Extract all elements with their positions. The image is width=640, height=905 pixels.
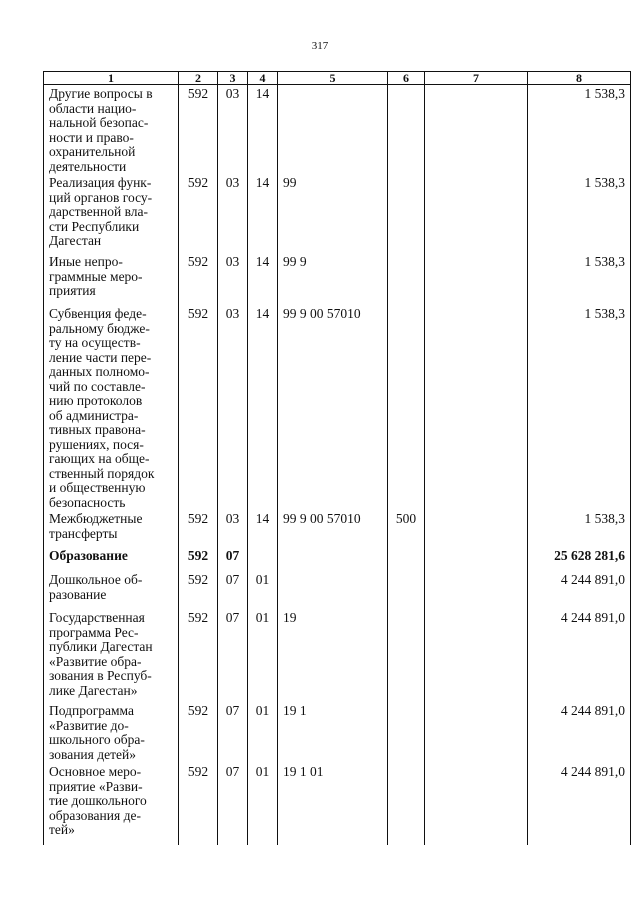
- item-name-line: зования детей»: [49, 746, 136, 762]
- expense-type-cell: 500: [388, 510, 425, 547]
- item-name-cell: [44, 174, 179, 253]
- subsection-code-cell: 14: [248, 305, 278, 510]
- item-name-line: образования де-: [49, 807, 141, 823]
- subsection-code-cell: 14: [248, 253, 278, 305]
- section-code-cell: 07: [218, 547, 248, 571]
- item-name-line: рушениях, пося-: [49, 436, 144, 452]
- item-name-line: Субвенция феде-: [49, 306, 147, 321]
- column-7-cell: [425, 763, 528, 845]
- column-header: 2: [179, 72, 218, 85]
- subsection-code-cell: 01: [248, 702, 278, 763]
- item-name-line: тие дошкольного: [49, 793, 147, 808]
- item-name-cell: [44, 305, 179, 510]
- column-7-cell: [425, 510, 528, 547]
- table-row: [44, 174, 631, 253]
- item-name-line: области нацио-: [49, 100, 137, 116]
- column-7-cell: [425, 305, 528, 510]
- item-name-cell: [44, 702, 179, 763]
- amount-cell: 1 538,3: [528, 174, 631, 253]
- item-name-line: нальной безопас-: [49, 115, 149, 130]
- item-name-line: об администра-: [49, 407, 139, 423]
- target-article-cell: [278, 85, 388, 175]
- item-name-line: «Развитие обра-: [49, 653, 142, 669]
- table-row: [44, 305, 631, 510]
- item-name-line: чий по составле-: [49, 378, 146, 394]
- table-body: [44, 85, 631, 846]
- column-7-cell: [425, 174, 528, 253]
- expense-type-cell: [388, 702, 425, 763]
- item-name-line: ности и право-: [49, 129, 134, 145]
- amount-cell: 4 244 891,0: [528, 571, 631, 609]
- table-row: [44, 85, 631, 175]
- table-row: [44, 609, 631, 702]
- amount-cell: 1 538,3: [528, 85, 631, 175]
- item-name-line: дарственной вла-: [49, 204, 149, 219]
- item-name-line: сти Республики: [49, 218, 140, 234]
- target-article-cell: 99 9 00 57010: [278, 510, 388, 547]
- column-header: 3: [218, 72, 248, 85]
- subsection-code-cell: 14: [248, 174, 278, 253]
- item-name-line: лике Дагестан»: [49, 682, 138, 698]
- item-name-line: приятия: [49, 283, 96, 298]
- chapter-code-cell: 592: [179, 253, 218, 305]
- item-name-line: ту на осуществ-: [49, 335, 141, 350]
- item-name-line: ственный порядок: [49, 465, 155, 481]
- section-code-cell: 03: [218, 85, 248, 175]
- table-row: [44, 571, 631, 609]
- target-article-cell: [278, 571, 388, 609]
- chapter-code-cell: 592: [179, 174, 218, 253]
- expense-type-cell: [388, 174, 425, 253]
- section-code-cell: 07: [218, 571, 248, 609]
- chapter-code-cell: 592: [179, 702, 218, 763]
- table-row: [44, 702, 631, 763]
- item-name-cell: [44, 609, 179, 702]
- chapter-code-cell: 592: [179, 571, 218, 609]
- item-name-line: Межбюджетные: [49, 511, 143, 526]
- expense-type-cell: [388, 253, 425, 305]
- section-code-cell: 03: [218, 510, 248, 547]
- item-name-cell: [44, 571, 179, 609]
- chapter-code-cell: 592: [179, 85, 218, 175]
- item-name-cell: [44, 763, 179, 845]
- item-name-line: Иные непро-: [49, 254, 123, 269]
- item-name-line: публики Дагестан: [49, 639, 153, 654]
- amount-cell: 1 538,3: [528, 510, 631, 547]
- item-name-line: безопасность: [49, 494, 126, 510]
- column-header: 7: [425, 72, 528, 85]
- item-name-line: охранительной: [49, 144, 136, 159]
- column-header: 1: [44, 72, 179, 85]
- item-name-line: Основное меро-: [49, 764, 142, 779]
- chapter-code-cell: 592: [179, 305, 218, 510]
- item-name-line: ление части пере-: [49, 349, 152, 365]
- item-name-line: гающих на обще-: [49, 451, 150, 466]
- column-7-cell: [425, 253, 528, 305]
- amount-cell: 4 244 891,0: [528, 763, 631, 845]
- item-name-line: тей»: [49, 822, 75, 837]
- column-7-cell: [425, 702, 528, 763]
- item-name-cell: [44, 547, 179, 571]
- item-name-line: данных полномо-: [49, 364, 150, 379]
- expense-type-cell: [388, 571, 425, 609]
- target-article-cell: 19: [278, 609, 388, 702]
- subsection-code-cell: 01: [248, 609, 278, 702]
- amount-cell: 4 244 891,0: [528, 609, 631, 702]
- budget-table: [43, 71, 631, 845]
- item-name-line: Дагестан: [49, 233, 102, 248]
- target-article-cell: 19 1: [278, 702, 388, 763]
- item-name-line: «Развитие до-: [49, 717, 129, 733]
- item-name-line: нию протоколов: [49, 393, 143, 408]
- amount-cell: 4 244 891,0: [528, 702, 631, 763]
- item-name-line: школьного обра-: [49, 732, 145, 747]
- section-code-cell: 07: [218, 763, 248, 845]
- item-name-line: Реализация функ-: [49, 175, 152, 190]
- table-row: [44, 547, 631, 571]
- subsection-code-cell: 01: [248, 571, 278, 609]
- amount-cell: 1 538,3: [528, 253, 631, 305]
- item-name-line: граммные меро-: [49, 268, 143, 284]
- amount-cell: 1 538,3: [528, 305, 631, 510]
- column-7-cell: [425, 571, 528, 609]
- table-row: [44, 253, 631, 305]
- target-article-cell: 19 1 01: [278, 763, 388, 845]
- table-row: [44, 510, 631, 547]
- subsection-code-cell: [248, 547, 278, 571]
- item-name-line: ральному бюдже-: [49, 320, 150, 336]
- column-header: 8: [528, 72, 631, 85]
- item-name-cell: [44, 253, 179, 305]
- item-name-line: Дошкольное об-: [49, 572, 143, 587]
- expense-type-cell: [388, 85, 425, 175]
- item-name-line: зования в Респуб-: [49, 668, 152, 683]
- chapter-code-cell: 592: [179, 609, 218, 702]
- table-row: [44, 763, 631, 845]
- item-name-line: Образование: [49, 548, 128, 563]
- amount-cell: 25 628 281,6: [528, 547, 631, 571]
- expense-type-cell: [388, 547, 425, 571]
- expense-type-cell: [388, 763, 425, 845]
- item-name-line: ций органов госу-: [49, 189, 153, 205]
- item-name-line: разование: [49, 586, 107, 602]
- expense-type-cell: [388, 609, 425, 702]
- column-header: 6: [388, 72, 425, 85]
- header-row: [44, 72, 631, 85]
- column-7-cell: [425, 85, 528, 175]
- section-code-cell: 07: [218, 609, 248, 702]
- target-article-cell: 99 9 00 57010: [278, 305, 388, 510]
- target-article-cell: 99 9: [278, 253, 388, 305]
- target-article-cell: 99: [278, 174, 388, 253]
- item-name-line: Государственная: [49, 610, 145, 625]
- column-7-cell: [425, 609, 528, 702]
- column-7-cell: [425, 547, 528, 571]
- item-name-line: Подпрограмма: [49, 703, 134, 718]
- item-name-cell: [44, 510, 179, 547]
- column-header: 4: [248, 72, 278, 85]
- item-name-line: тивных правона-: [49, 422, 146, 437]
- section-code-cell: 03: [218, 305, 248, 510]
- item-name-line: программа Рес-: [49, 624, 139, 640]
- section-code-cell: 07: [218, 702, 248, 763]
- subsection-code-cell: 14: [248, 510, 278, 547]
- chapter-code-cell: 592: [179, 510, 218, 547]
- subsection-code-cell: 14: [248, 85, 278, 175]
- page-number: 317: [311, 40, 329, 52]
- item-name-line: и общественную: [49, 480, 146, 495]
- expense-type-cell: [388, 305, 425, 510]
- item-name-line: приятие «Разви-: [49, 778, 143, 794]
- section-code-cell: 03: [218, 174, 248, 253]
- chapter-code-cell: 592: [179, 547, 218, 571]
- item-name-cell: [44, 85, 179, 175]
- column-header: 5: [278, 72, 388, 85]
- item-name-line: деятельности: [49, 158, 127, 174]
- section-code-cell: 03: [218, 253, 248, 305]
- chapter-code-cell: 592: [179, 763, 218, 845]
- subsection-code-cell: 01: [248, 763, 278, 845]
- item-name-line: Другие вопросы в: [49, 86, 153, 101]
- item-name-line: трансферты: [49, 525, 118, 541]
- target-article-cell: [278, 547, 388, 571]
